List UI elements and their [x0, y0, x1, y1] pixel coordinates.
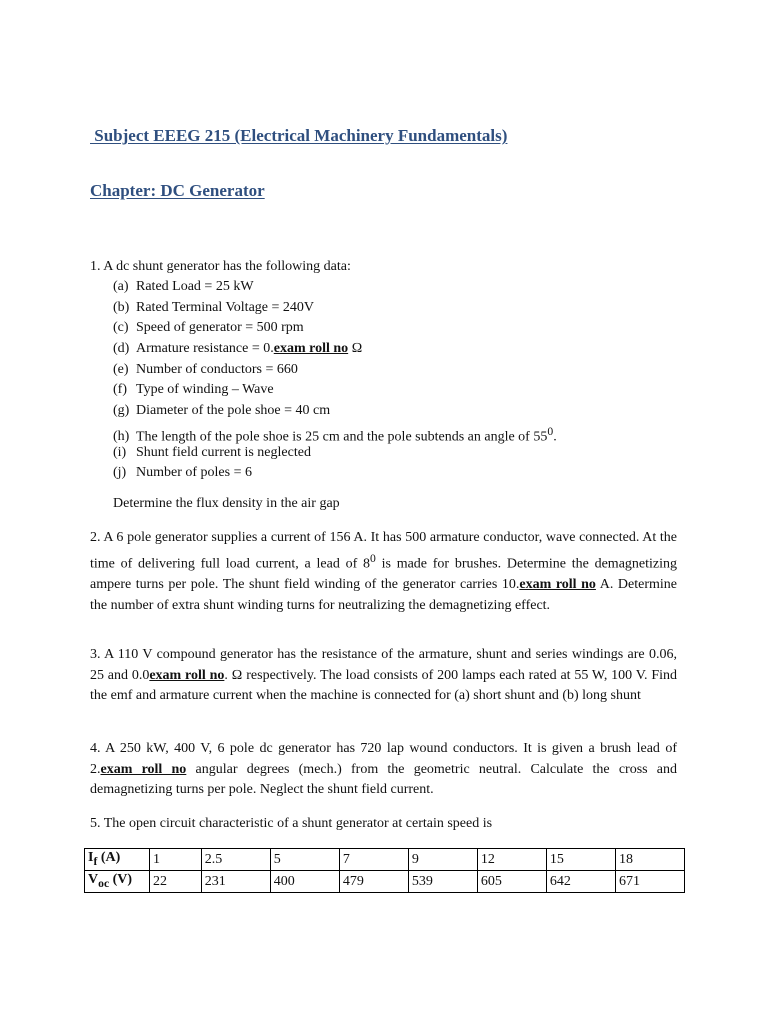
list-item: (g) Diameter of the pole shoe = 40 cm: [113, 403, 331, 419]
question-5: 5. The open circuit characteristic of a shunt generator at certain speed is: [90, 816, 493, 831]
table-cell: 642: [546, 870, 615, 892]
table-cell: 5: [270, 849, 339, 871]
table-cell: 539: [408, 870, 477, 892]
exam-roll-no-placeholder: exam roll no: [149, 667, 225, 683]
question-1-intro: 1. A dc shunt generator has the following data:: [90, 259, 351, 274]
question-4: 4. A 250 kW, 400 V, 6 pole dc generator has 720 lap wound conductors. It is given a brush lead of 2.exam roll no angular degrees (mech.) from the geometric neutral. Calculate the cross and demagnetizing turns per pole. Neglect the shunt field current.: [90, 741, 678, 798]
table-cell: 15: [546, 849, 615, 871]
table-cell: 671: [615, 870, 684, 892]
table-cell: 400: [270, 870, 339, 892]
list-item: (c) Speed of generator = 500 rpm: [113, 320, 304, 336]
list-item: (f) Type of winding – Wave: [113, 382, 274, 398]
table-row: [85, 870, 685, 892]
question-1-task: Determine the flux density in the air gap: [113, 496, 340, 511]
list-item: (h) The length of the pole shoe is 25 cm and the pole subtends an angle of $55^0$.: [113, 424, 557, 445]
list-item: (b) Rated Terminal Voltage = 240V: [113, 299, 315, 315]
exam-roll-no-placeholder: exam roll no: [100, 761, 187, 777]
table-cell: 1: [150, 849, 202, 871]
table-cell: 22: [150, 870, 202, 892]
list-item: (a) Rated Load = 25 kW: [113, 279, 254, 294]
table-cell: 2.5: [201, 849, 270, 871]
table-row: [85, 849, 685, 871]
table-cell: 9: [408, 849, 477, 871]
subject-heading: Subject EEEG 215 (Electrical Machinery Fundamentals): [90, 126, 508, 145]
row-header-oc-voltage: $V_{oc}$ (V): [85, 870, 150, 892]
question-2: 2. A 6 pole generator supplies a current of 156 A. It has 500 armature conductor, wave connected. At the time of delivering full load current, a lead of $8^0$ is made for brushes. Determine the demagnetizing ampere turns per pole. The shunt field winding of the generator carries 10.exam roll no A. Determine the number of extra shunt winding turns for neutralizing the demagnetizing effect.: [90, 530, 678, 613]
table-cell: 7: [339, 849, 408, 871]
table-cell: 605: [477, 870, 546, 892]
table-cell: 479: [339, 870, 408, 892]
table-cell: 231: [201, 870, 270, 892]
occ-table: [84, 848, 685, 893]
list-item: (d) Armature resistance = 0.exam roll no Ω: [113, 341, 363, 357]
question-1-data-list: [113, 277, 557, 484]
exam-roll-no-placeholder: exam roll no: [273, 341, 349, 357]
list-item: (i) Shunt field current is neglected: [113, 444, 311, 460]
exam-roll-no-placeholder: exam roll no: [519, 577, 596, 593]
chapter-heading: Chapter: DC Generator: [90, 181, 265, 200]
table-cell: 18: [615, 849, 684, 871]
question-3: 3. A 110 V compound generator has the resistance of the armature, shunt and series windings are 0.06, 25 and 0.0exam roll no. Ω respectively. The load consists of 200 lamps each rated at 55 W, 100 V. Find the emf and armature current when the machine is connected for (a) short shunt and (b) long shunt: [90, 647, 678, 704]
list-item: (j) Number of poles = 6: [113, 465, 252, 481]
table-cell: 12: [477, 849, 546, 871]
list-item: (e) Number of conductors = 660: [113, 361, 298, 377]
row-header-field-current: $I_f$ (A): [85, 849, 150, 871]
